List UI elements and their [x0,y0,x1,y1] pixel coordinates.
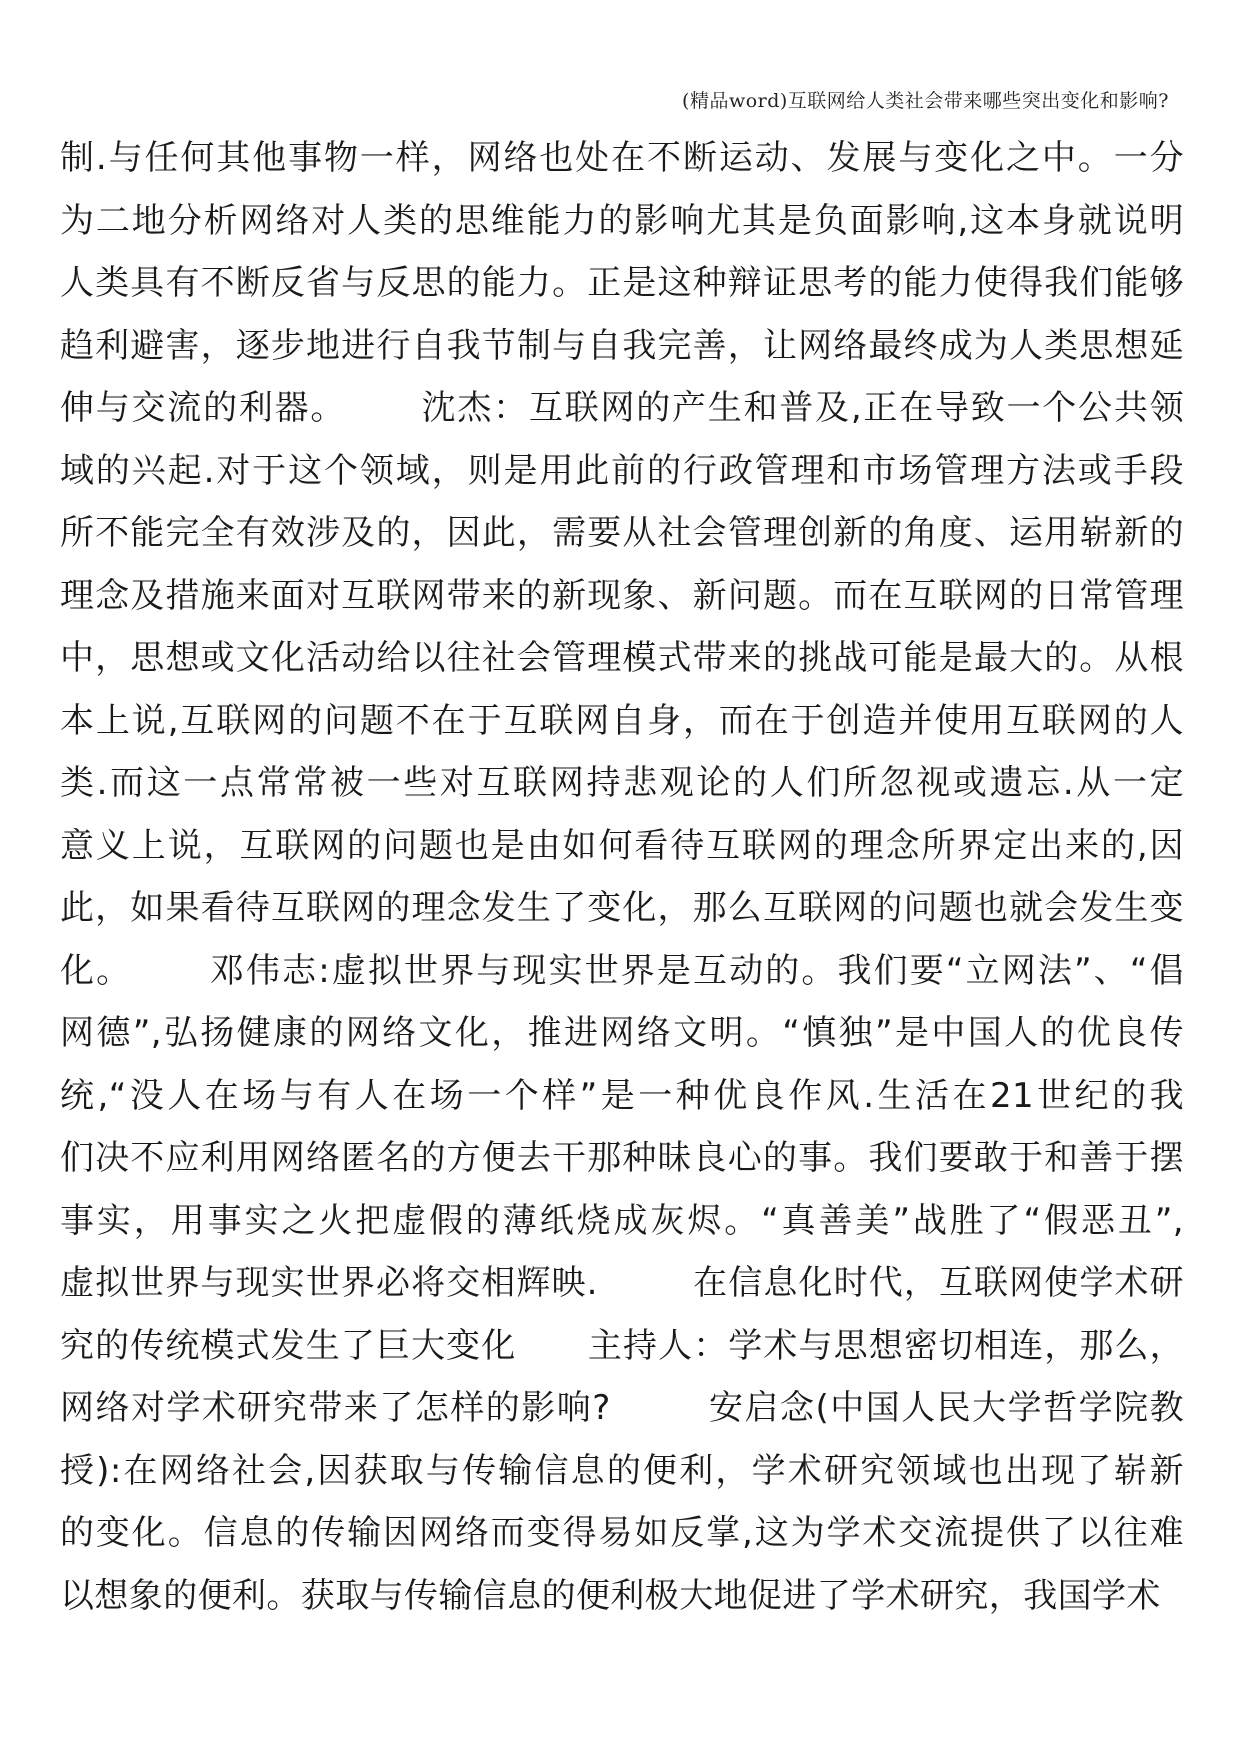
text-line: 为二地分析网络对人类的思维能力的影响尤其是负面影响,这本身就说明 [60,200,1184,241]
text-line: 虚拟世界与现实世界必将交相辉映. 在信息化时代，互联网使学术研 [60,1263,1184,1303]
text-line: 所不能完全有效涉及的，因此，需要从社会管理创新的角度、运用崭新的 [60,513,1184,553]
text-line: 统,“没人在场与有人在场一个样”是一种优良作风.生活在21世纪的我 [60,1075,1184,1116]
text-line: 究的传统模式发生了巨大变化 主持人：学术与思想密切相连，那么， [60,1325,1184,1366]
text-line: 人类具有不断反省与反思的能力。正是这种辩证思考的能力使得我们能够 [60,263,1184,303]
running-header: (精品word)互联网给人类社会带来哪些突出变化和影响? [682,90,1169,112]
text-line: 事实，用事实之火把虚假的薄纸烧成灰烬。“真善美”战胜了“假恶丑”, [60,1200,1184,1241]
text-line: 理念及措施来面对互联网带来的新现象、新问题。而在互联网的日常管理 [60,575,1184,616]
text-line: 类.而这一点常常被一些对互联网持悲观论的人们所忽视或遗忘.从一定 [60,763,1184,803]
text-line: 本上说,互联网的问题不在于互联网自身，而在于创造并使用互联网的人 [60,700,1184,741]
text-line: 伸与交流的利器。 沈杰：互联网的产生和普及,正在导致一个公共领 [60,388,1184,428]
text-line: 的变化。信息的传输因网络而变得易如反掌,这为学术交流提供了以往难 [60,1513,1184,1553]
text-line: 制.与任何其他事物一样，网络也处在不断运动、发展与变化之中。一分 [60,138,1184,178]
text-line: 以想象的便利。获取与传输信息的便利极大地促进了学术研究，我国学术 [60,1575,1161,1616]
text-line: 中，思想或文化活动给以往社会管理模式带来的挑战可能是最大的。从根 [60,638,1184,678]
text-line: 域的兴起.对于这个领域，则是用此前的行政管理和市场管理方法或手段 [60,450,1184,491]
text-line: 网络对学术研究带来了怎样的影响? 安启念(中国人民大学哲学院教 [60,1388,1184,1428]
text-line: 们决不应利用网络匿名的方便去干那种昧良心的事。我们要敢于和善于摆 [60,1138,1184,1178]
text-line: 意义上说，互联网的问题也是由如何看待互联网的理念所界定出来的,因 [60,825,1184,866]
text-line: 趋利避害，逐步地进行自我节制与自我完善，让网络最终成为人类思想延 [60,325,1184,366]
body-text [60,127,1184,1627]
text-line: 化。 邓伟志:虚拟世界与现实世界是互动的。我们要“立网法”、“倡 [60,950,1184,991]
text-line: 授):在网络社会,因获取与传输信息的便利，学术研究领域也出现了崭新 [60,1450,1184,1491]
text-line: 此，如果看待互联网的理念发生了变化，那么互联网的问题也就会发生变 [60,888,1184,928]
text-line: 网德”,弘扬健康的网络文化，推进网络文明。“慎独”是中国人的优良传 [60,1013,1184,1053]
